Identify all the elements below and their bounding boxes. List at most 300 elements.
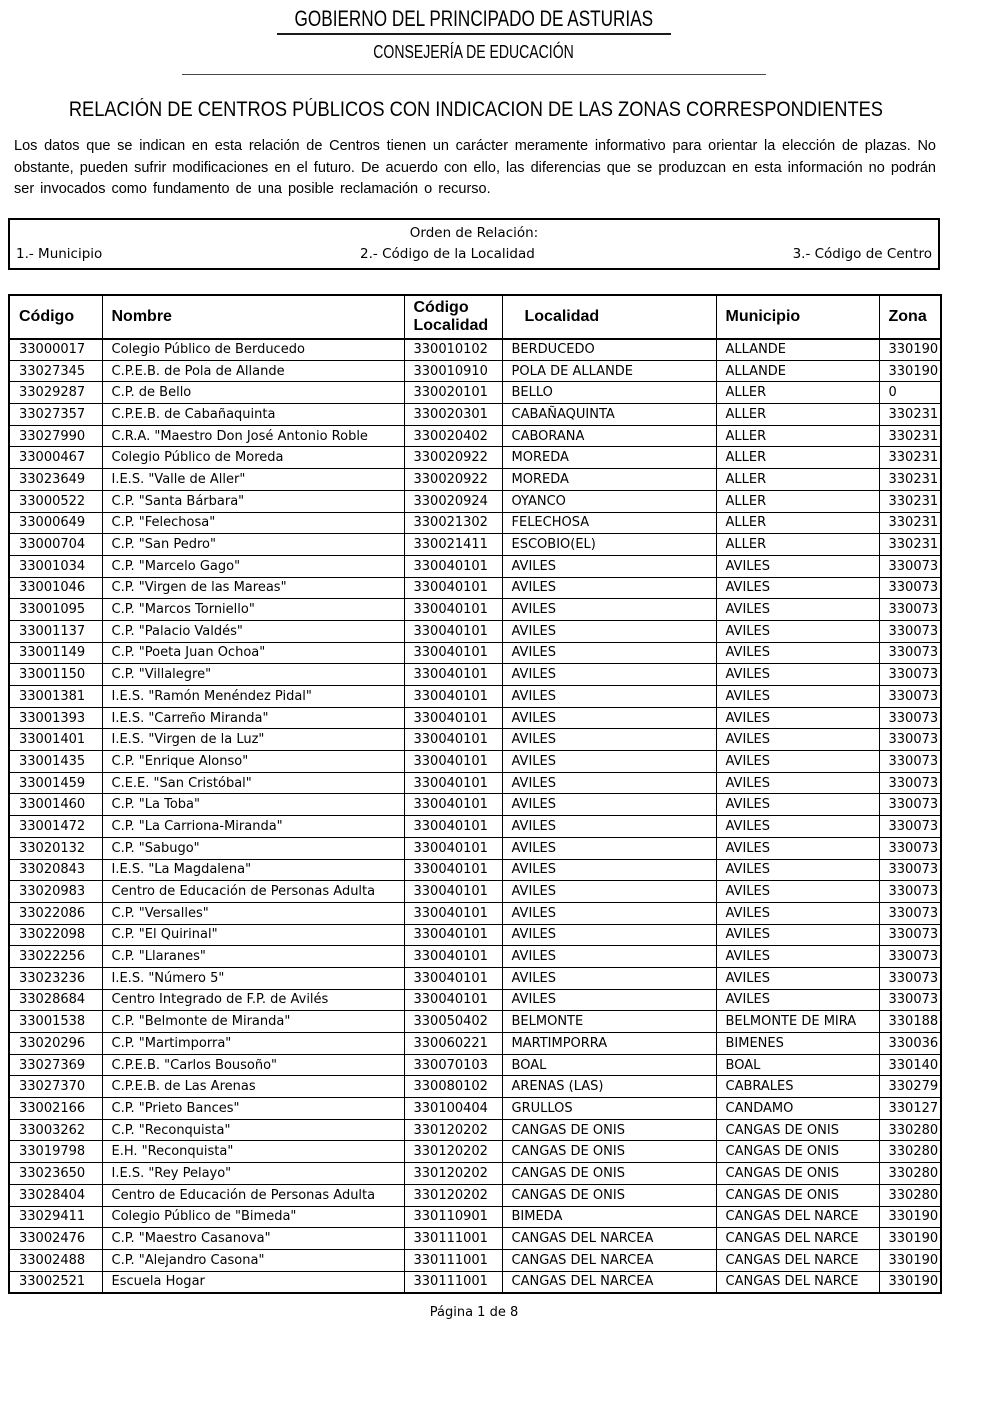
cell-localidad: AVILES — [502, 577, 716, 599]
cell-nombre: C.E.E. "San Cristóbal" — [102, 772, 404, 794]
cell-codigo: 33001435 — [9, 751, 102, 773]
cell-codigo-localidad: 330050402 — [404, 1011, 502, 1033]
cell-nombre: C.P. de Bello — [102, 382, 404, 404]
page-content — [8, 0, 940, 1320]
table-header-row — [9, 295, 941, 339]
cell-localidad: GRULLOS — [502, 1098, 716, 1120]
cell-localidad: BOAL — [502, 1054, 716, 1076]
table-row — [9, 1033, 941, 1055]
cell-codigo: 33000522 — [9, 490, 102, 512]
cell-codigo-localidad: 330040101 — [404, 686, 502, 708]
table-row — [9, 751, 941, 773]
cell-codigo: 33001472 — [9, 816, 102, 838]
cell-municipio: AVILES — [716, 577, 879, 599]
cell-nombre: C.P. "La Toba" — [102, 794, 404, 816]
cell-nombre: C.P. "Felechosa" — [102, 512, 404, 534]
table-row — [9, 664, 941, 686]
cell-codigo-localidad: 330040101 — [404, 707, 502, 729]
cell-nombre: C.P.E.B. de Cabañaquinta — [102, 404, 404, 426]
cell-nombre: I.E.S. "Número 5" — [102, 967, 404, 989]
intro-paragraph: Los datos que se indican en esta relación de Centros tienen un carácter meramente informativo para orientar la elección de plazas. No obstante, pueden sufrir modificaciones en el futuro. De acuerdo con ello, las diferencias que se produzcan en esta información no podrán ser invocados como fundamento de una posible reclamación o recurso. — [14, 138, 936, 197]
table-row — [9, 1184, 941, 1206]
cell-nombre: C.P. "Llaranes" — [102, 946, 404, 968]
cell-zona: 330190 — [879, 1206, 941, 1228]
cell-zona: 330190 — [879, 1249, 941, 1271]
cell-localidad: AVILES — [502, 620, 716, 642]
cell-zona: 330073 — [879, 599, 941, 621]
cell-codigo: 33029287 — [9, 382, 102, 404]
cell-localidad: AVILES — [502, 642, 716, 664]
cell-municipio: CANGAS DEL NARCE — [716, 1228, 879, 1250]
cell-municipio: CANGAS DE ONIS — [716, 1184, 879, 1206]
cell-codigo-localidad: 330040101 — [404, 902, 502, 924]
cell-codigo-localidad: 330040101 — [404, 555, 502, 577]
cell-nombre: C.P.E.B. de Pola de Allande — [102, 360, 404, 382]
cell-codigo: 33027369 — [9, 1054, 102, 1076]
cell-codigo: 33001538 — [9, 1011, 102, 1033]
cell-municipio: ALLER — [716, 512, 879, 534]
cell-localidad: CANGAS DE ONIS — [502, 1184, 716, 1206]
cell-zona: 330073 — [879, 946, 941, 968]
cell-localidad: AVILES — [502, 837, 716, 859]
cell-nombre: E.H. "Reconquista" — [102, 1141, 404, 1163]
table-body — [9, 339, 941, 1293]
cell-nombre: C.P. "Poeta Juan Ochoa" — [102, 642, 404, 664]
table-row — [9, 469, 941, 491]
cell-nombre: C.P. "Enrique Alonso" — [102, 751, 404, 773]
table-row — [9, 859, 941, 881]
cell-zona: 330231 — [879, 425, 941, 447]
table-row — [9, 1271, 941, 1293]
cell-municipio: CANDAMO — [716, 1098, 879, 1120]
cell-codigo: 33000649 — [9, 512, 102, 534]
table-row — [9, 447, 941, 469]
order-box — [8, 218, 940, 270]
cell-municipio: BIMENES — [716, 1033, 879, 1055]
cell-codigo-localidad: 330070103 — [404, 1054, 502, 1076]
cell-municipio: AVILES — [716, 751, 879, 773]
cell-zona: 330073 — [879, 664, 941, 686]
cell-codigo-localidad: 330021302 — [404, 512, 502, 534]
cell-nombre: I.E.S. "La Magdalena" — [102, 859, 404, 881]
order-item-codigo-centro: 3.- Código de Centro — [792, 245, 932, 262]
cell-codigo: 33028404 — [9, 1184, 102, 1206]
table-row — [9, 1228, 941, 1250]
cell-nombre: C.P.E.B. de Las Arenas — [102, 1076, 404, 1098]
table-row — [9, 686, 941, 708]
cell-zona: 330188 — [879, 1011, 941, 1033]
cell-codigo-localidad: 330040101 — [404, 664, 502, 686]
cell-localidad: BELLO — [502, 382, 716, 404]
table-row — [9, 816, 941, 838]
table-row — [9, 837, 941, 859]
cell-codigo: 33020296 — [9, 1033, 102, 1055]
cell-codigo: 33000467 — [9, 447, 102, 469]
table-row — [9, 881, 941, 903]
letterhead-rule — [182, 74, 766, 75]
cell-codigo: 33001401 — [9, 729, 102, 751]
page-title-text: RELACIÓN DE CENTROS PÚBLICOS CON INDICACION DE LAS ZONAS CORRESPONDIENTES — [68, 98, 883, 121]
cell-municipio: ALLANDE — [716, 339, 879, 361]
cell-nombre: C.P. "Alejandro Casona" — [102, 1249, 404, 1271]
cell-municipio: CABRALES — [716, 1076, 879, 1098]
cell-codigo: 33019798 — [9, 1141, 102, 1163]
column-header-codigo: Código — [9, 295, 102, 339]
cell-municipio: CANGAS DE ONIS — [716, 1119, 879, 1141]
table-row — [9, 555, 941, 577]
table-row — [9, 490, 941, 512]
cell-municipio: CANGAS DEL NARCE — [716, 1271, 879, 1293]
table-row — [9, 794, 941, 816]
cell-codigo: 33027990 — [9, 425, 102, 447]
cell-localidad: CANGAS DE ONIS — [502, 1119, 716, 1141]
table-row — [9, 1054, 941, 1076]
cell-nombre: C.R.A. "Maestro Don José Antonio Roble — [102, 425, 404, 447]
cell-municipio: AVILES — [716, 902, 879, 924]
cell-nombre: Colegio Público de Moreda — [102, 447, 404, 469]
cell-nombre: C.P. "La Carriona-Miranda" — [102, 816, 404, 838]
cell-zona: 330127 — [879, 1098, 941, 1120]
table-row — [9, 707, 941, 729]
cell-nombre: C.P. "Belmonte de Miranda" — [102, 1011, 404, 1033]
department-title-text: CONSEJERÍA DE EDUCACIÓN — [373, 42, 575, 62]
cell-codigo: 33003262 — [9, 1119, 102, 1141]
cell-localidad: CANGAS DEL NARCEA — [502, 1249, 716, 1271]
cell-localidad: AVILES — [502, 686, 716, 708]
cell-codigo: 33001137 — [9, 620, 102, 642]
table-row — [9, 1119, 941, 1141]
cell-nombre: C.P. "El Quirinal" — [102, 924, 404, 946]
cell-municipio: ALLANDE — [716, 360, 879, 382]
cell-codigo: 33023236 — [9, 967, 102, 989]
cell-nombre: C.P. "Palacio Valdés" — [102, 620, 404, 642]
table-row — [9, 1076, 941, 1098]
column-header-municipio: Municipio — [716, 295, 879, 339]
centros-table — [8, 294, 942, 1294]
cell-codigo: 33020843 — [9, 859, 102, 881]
cell-zona: 330073 — [879, 924, 941, 946]
government-underline — [277, 33, 671, 35]
cell-localidad: AVILES — [502, 729, 716, 751]
letterhead — [8, 7, 940, 75]
cell-codigo-localidad: 330111001 — [404, 1271, 502, 1293]
cell-codigo: 33000704 — [9, 534, 102, 556]
cell-localidad: MOREDA — [502, 447, 716, 469]
order-item-codigo-localidad: 2.- Código de la Localidad — [360, 245, 535, 262]
cell-municipio: AVILES — [716, 859, 879, 881]
cell-municipio: AVILES — [716, 599, 879, 621]
table-row — [9, 620, 941, 642]
cell-codigo-localidad: 330010910 — [404, 360, 502, 382]
cell-zona: 330073 — [879, 859, 941, 881]
cell-nombre: C.P. "Santa Bárbara" — [102, 490, 404, 512]
cell-municipio: AVILES — [716, 881, 879, 903]
cell-zona: 330231 — [879, 512, 941, 534]
cell-codigo: 33020983 — [9, 881, 102, 903]
cell-localidad: AVILES — [502, 751, 716, 773]
cell-codigo: 33028684 — [9, 989, 102, 1011]
cell-zona: 330073 — [879, 902, 941, 924]
cell-municipio: AVILES — [716, 664, 879, 686]
cell-municipio: AVILES — [716, 989, 879, 1011]
cell-codigo-localidad: 330040101 — [404, 794, 502, 816]
cell-zona: 330190 — [879, 1228, 941, 1250]
cell-municipio: ALLER — [716, 404, 879, 426]
order-box-items — [16, 244, 932, 264]
cell-codigo-localidad: 330040101 — [404, 577, 502, 599]
cell-codigo-localidad: 330020922 — [404, 447, 502, 469]
cell-localidad: AVILES — [502, 816, 716, 838]
cell-municipio: ALLER — [716, 469, 879, 491]
cell-codigo-localidad: 330021411 — [404, 534, 502, 556]
table-row — [9, 967, 941, 989]
cell-localidad: AVILES — [502, 967, 716, 989]
cell-municipio: AVILES — [716, 707, 879, 729]
cell-localidad: AVILES — [502, 707, 716, 729]
cell-nombre: C.P. "Maestro Casanova" — [102, 1228, 404, 1250]
department-title — [8, 42, 940, 62]
cell-zona: 330073 — [879, 837, 941, 859]
cell-codigo-localidad: 330040101 — [404, 729, 502, 751]
cell-codigo-localidad: 330080102 — [404, 1076, 502, 1098]
cell-municipio: ALLER — [716, 447, 879, 469]
cell-codigo-localidad: 330020301 — [404, 404, 502, 426]
cell-localidad: POLA DE ALLANDE — [502, 360, 716, 382]
cell-nombre: I.E.S. "Rey Pelayo" — [102, 1163, 404, 1185]
cell-codigo-localidad: 330120202 — [404, 1141, 502, 1163]
cell-localidad: AVILES — [502, 946, 716, 968]
cell-municipio: CANGAS DEL NARCE — [716, 1206, 879, 1228]
cell-codigo: 33020132 — [9, 837, 102, 859]
cell-codigo: 33022256 — [9, 946, 102, 968]
table-row — [9, 902, 941, 924]
cell-codigo: 33001460 — [9, 794, 102, 816]
cell-zona: 330073 — [879, 642, 941, 664]
cell-localidad: AVILES — [502, 989, 716, 1011]
cell-municipio: AVILES — [716, 555, 879, 577]
cell-codigo-localidad: 330120202 — [404, 1163, 502, 1185]
cell-codigo-localidad: 330040101 — [404, 751, 502, 773]
column-header-localidad: Localidad — [502, 295, 716, 339]
cell-zona: 0 — [879, 382, 941, 404]
cell-localidad: MOREDA — [502, 469, 716, 491]
cell-localidad: BERDUCEDO — [502, 339, 716, 361]
table-row — [9, 425, 941, 447]
cell-codigo-localidad: 330100404 — [404, 1098, 502, 1120]
cell-codigo-localidad: 330040101 — [404, 642, 502, 664]
table-row — [9, 924, 941, 946]
cell-codigo: 33001150 — [9, 664, 102, 686]
cell-zona: 330190 — [879, 1271, 941, 1293]
page-title — [8, 98, 940, 121]
cell-zona: 330073 — [879, 816, 941, 838]
cell-localidad: AVILES — [502, 555, 716, 577]
cell-municipio: AVILES — [716, 686, 879, 708]
cell-municipio: BOAL — [716, 1054, 879, 1076]
cell-codigo: 33002166 — [9, 1098, 102, 1120]
cell-localidad: AVILES — [502, 794, 716, 816]
cell-zona: 330231 — [879, 490, 941, 512]
cell-municipio: AVILES — [716, 729, 879, 751]
cell-municipio: CANGAS DE ONIS — [716, 1163, 879, 1185]
cell-zona: 330073 — [879, 707, 941, 729]
cell-codigo: 33002521 — [9, 1271, 102, 1293]
cell-localidad: CANGAS DEL NARCEA — [502, 1271, 716, 1293]
table-row — [9, 512, 941, 534]
cell-codigo-localidad: 330020922 — [404, 469, 502, 491]
cell-zona: 330140 — [879, 1054, 941, 1076]
cell-localidad: CABORANA — [502, 425, 716, 447]
table-row — [9, 577, 941, 599]
cell-nombre: Escuela Hogar — [102, 1271, 404, 1293]
cell-municipio: CANGAS DEL NARCE — [716, 1249, 879, 1271]
table-row — [9, 360, 941, 382]
cell-codigo: 33001046 — [9, 577, 102, 599]
table-row — [9, 382, 941, 404]
cell-localidad: MARTIMPORRA — [502, 1033, 716, 1055]
table-row — [9, 729, 941, 751]
column-header-nombre: Nombre — [102, 295, 404, 339]
cell-codigo: 33029411 — [9, 1206, 102, 1228]
cell-codigo-localidad: 330060221 — [404, 1033, 502, 1055]
cell-nombre: C.P. "Reconquista" — [102, 1119, 404, 1141]
cell-codigo-localidad: 330040101 — [404, 881, 502, 903]
cell-zona: 330073 — [879, 772, 941, 794]
cell-codigo: 33022086 — [9, 902, 102, 924]
cell-nombre: C.P. "Prieto Bances" — [102, 1098, 404, 1120]
cell-zona: 330073 — [879, 751, 941, 773]
cell-zona: 330280 — [879, 1141, 941, 1163]
cell-municipio: AVILES — [716, 794, 879, 816]
cell-zona: 330073 — [879, 729, 941, 751]
cell-localidad: AVILES — [502, 664, 716, 686]
cell-codigo-localidad: 330020101 — [404, 382, 502, 404]
cell-codigo: 33023650 — [9, 1163, 102, 1185]
cell-codigo-localidad: 330040101 — [404, 816, 502, 838]
order-box-title: Orden de Relación: — [409, 224, 539, 241]
cell-codigo-localidad: 330040101 — [404, 772, 502, 794]
table-row — [9, 404, 941, 426]
column-header-zona: Zona — [879, 295, 941, 339]
cell-localidad: BIMEDA — [502, 1206, 716, 1228]
cell-municipio: AVILES — [716, 967, 879, 989]
cell-localidad: FELECHOSA — [502, 512, 716, 534]
cell-municipio: AVILES — [716, 816, 879, 838]
government-title — [8, 7, 940, 31]
cell-codigo: 33001459 — [9, 772, 102, 794]
cell-codigo-localidad: 330020402 — [404, 425, 502, 447]
cell-localidad: OYANCO — [502, 490, 716, 512]
cell-zona: 330073 — [879, 794, 941, 816]
cell-municipio: AVILES — [716, 924, 879, 946]
cell-zona: 330073 — [879, 686, 941, 708]
cell-nombre: C.P. "Versalles" — [102, 902, 404, 924]
cell-codigo-localidad: 330040101 — [404, 989, 502, 1011]
table-row — [9, 1206, 941, 1228]
cell-localidad: AVILES — [502, 859, 716, 881]
cell-zona: 330190 — [879, 339, 941, 361]
cell-codigo-localidad: 330040101 — [404, 946, 502, 968]
table-row — [9, 534, 941, 556]
cell-codigo: 33022098 — [9, 924, 102, 946]
cell-nombre: C.P. "Martimporra" — [102, 1033, 404, 1055]
cell-codigo: 33001149 — [9, 642, 102, 664]
table-row — [9, 339, 941, 361]
cell-zona: 330190 — [879, 360, 941, 382]
cell-zona: 330280 — [879, 1184, 941, 1206]
cell-localidad: CABAÑAQUINTA — [502, 404, 716, 426]
cell-nombre: C.P. "Marcelo Gago" — [102, 555, 404, 577]
cell-codigo: 33001034 — [9, 555, 102, 577]
cell-municipio: AVILES — [716, 837, 879, 859]
order-item-municipio: 1.- Municipio — [16, 245, 103, 262]
column-header-codigo-localidad: Código Localidad — [404, 295, 502, 339]
cell-codigo-localidad: 330110901 — [404, 1206, 502, 1228]
cell-zona: 330280 — [879, 1119, 941, 1141]
cell-municipio: ALLER — [716, 534, 879, 556]
cell-localidad: BELMONTE — [502, 1011, 716, 1033]
cell-localidad: CANGAS DEL NARCEA — [502, 1228, 716, 1250]
cell-nombre: C.P. "Virgen de las Mareas" — [102, 577, 404, 599]
cell-nombre: C.P. "San Pedro" — [102, 534, 404, 556]
cell-municipio: ALLER — [716, 490, 879, 512]
cell-codigo-localidad: 330120202 — [404, 1119, 502, 1141]
cell-localidad: CANGAS DE ONIS — [502, 1141, 716, 1163]
cell-nombre: I.E.S. "Carreño Miranda" — [102, 707, 404, 729]
cell-localidad: ARENAS (LAS) — [502, 1076, 716, 1098]
cell-zona: 330280 — [879, 1163, 941, 1185]
cell-nombre: Centro Integrado de F.P. de Avilés — [102, 989, 404, 1011]
cell-zona: 330279 — [879, 1076, 941, 1098]
cell-municipio: AVILES — [716, 642, 879, 664]
cell-nombre: Colegio Público de Berducedo — [102, 339, 404, 361]
cell-codigo-localidad: 330020924 — [404, 490, 502, 512]
cell-nombre: I.E.S. "Valle de Aller" — [102, 469, 404, 491]
table-row — [9, 946, 941, 968]
cell-codigo-localidad: 330040101 — [404, 837, 502, 859]
cell-codigo-localidad: 330040101 — [404, 599, 502, 621]
cell-zona: 330073 — [879, 620, 941, 642]
cell-codigo-localidad: 330111001 — [404, 1228, 502, 1250]
cell-municipio: ALLER — [716, 425, 879, 447]
table-row — [9, 1249, 941, 1271]
cell-localidad: ESCOBIO(EL) — [502, 534, 716, 556]
cell-localidad: AVILES — [502, 772, 716, 794]
cell-municipio: AVILES — [716, 620, 879, 642]
cell-codigo: 33000017 — [9, 339, 102, 361]
cell-zona: 330073 — [879, 577, 941, 599]
cell-zona: 330231 — [879, 447, 941, 469]
table-row — [9, 599, 941, 621]
cell-zona: 330073 — [879, 967, 941, 989]
cell-municipio: AVILES — [716, 772, 879, 794]
cell-codigo-localidad: 330040101 — [404, 859, 502, 881]
cell-nombre: C.P. "Marcos Torniello" — [102, 599, 404, 621]
cell-nombre: Colegio Público de "Bimeda" — [102, 1206, 404, 1228]
cell-zona: 330231 — [879, 469, 941, 491]
cell-zona: 330036 — [879, 1033, 941, 1055]
cell-nombre: Centro de Educación de Personas Adulta — [102, 881, 404, 903]
table-row — [9, 772, 941, 794]
cell-zona: 330231 — [879, 534, 941, 556]
cell-municipio: BELMONTE DE MIRA — [716, 1011, 879, 1033]
cell-codigo: 33027370 — [9, 1076, 102, 1098]
cell-codigo: 33027345 — [9, 360, 102, 382]
cell-codigo: 33027357 — [9, 404, 102, 426]
cell-codigo: 33001381 — [9, 686, 102, 708]
cell-localidad: AVILES — [502, 599, 716, 621]
cell-codigo-localidad: 330040101 — [404, 967, 502, 989]
